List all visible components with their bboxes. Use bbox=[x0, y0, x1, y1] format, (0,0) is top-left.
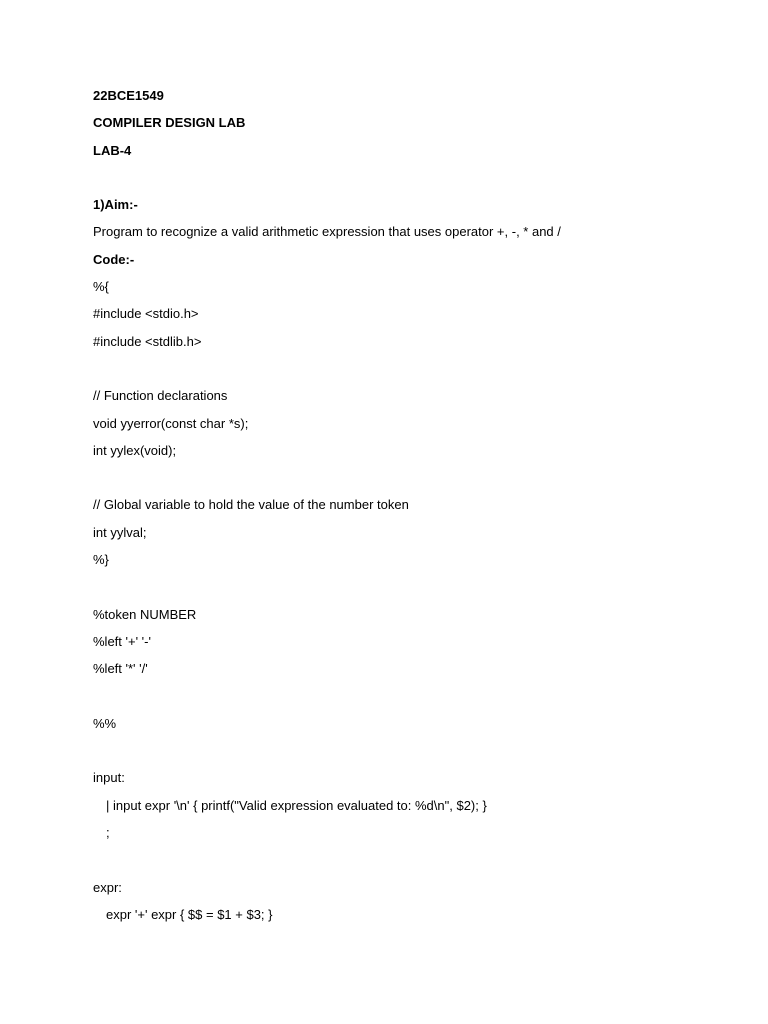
spacer bbox=[93, 168, 713, 187]
spacer bbox=[93, 577, 713, 596]
course-title: COMPILER DESIGN LAB bbox=[93, 115, 246, 131]
student-id: 22BCE1549 bbox=[93, 88, 164, 103]
code-line: // Function declarations bbox=[93, 388, 228, 404]
code-line: #include <stdio.h> bbox=[93, 306, 199, 322]
aim-heading: 1)Aim:- bbox=[93, 197, 138, 213]
code-line: #include <stdlib.h> bbox=[93, 333, 202, 349]
code-line: %left '*' '/' bbox=[93, 661, 148, 677]
spacer bbox=[93, 687, 713, 706]
code-line: %token NUMBER bbox=[93, 606, 197, 622]
code-line: // Global variable to hold the value of the number token bbox=[93, 497, 409, 513]
code-line: | input expr '\n' { printf("Valid expression evaluated to: %d\n", $2); } bbox=[106, 797, 487, 813]
code-line: %left '+' '-' bbox=[93, 633, 151, 649]
document-content bbox=[93, 86, 713, 932]
code-line: %% bbox=[93, 715, 117, 731]
spacer bbox=[93, 359, 713, 378]
code-heading: Code:- bbox=[93, 251, 135, 267]
aim-text: Program to recognize a valid arithmetic expression that uses operator +, -, * and / bbox=[93, 224, 561, 240]
spacer bbox=[93, 850, 713, 869]
code-line: ; bbox=[106, 825, 110, 841]
code-line: %} bbox=[93, 552, 109, 568]
code-line: void yyerror(const char *s); bbox=[93, 415, 249, 431]
code-line: expr '+' expr { $$ = $1 + $3; } bbox=[106, 906, 273, 922]
lab-title: LAB-4 bbox=[93, 142, 132, 158]
code-line: int yylex(void); bbox=[93, 442, 177, 458]
code-line: input: bbox=[93, 770, 125, 786]
spacer bbox=[93, 741, 713, 760]
code-line: expr: bbox=[93, 879, 122, 895]
code-line: int yylval; bbox=[93, 524, 147, 540]
code-line: %{ bbox=[93, 279, 109, 295]
spacer bbox=[93, 468, 713, 487]
